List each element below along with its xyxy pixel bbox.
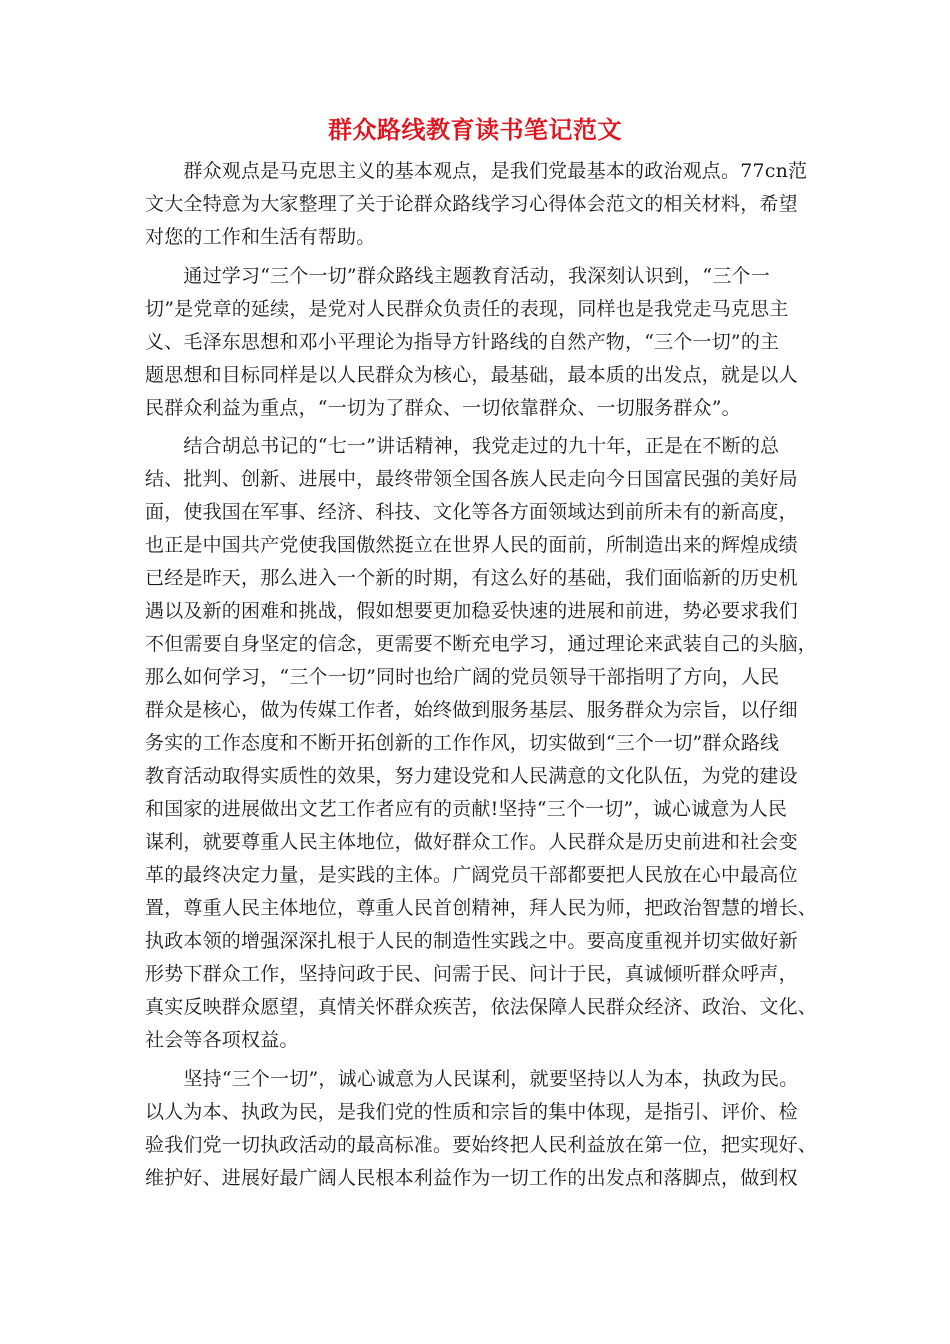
document-title: 群众路线教育读书笔记范文 (328, 116, 622, 144)
text-line: 文大全特意为大家整理了关于论群众路线学习心得体会范文的相关材料，希望 (145, 193, 798, 215)
text-line: 执政本领的增强深深扎根于人民的制造性实践之中。要高度重视并切实做好新 (145, 930, 798, 952)
text-line: 义、毛泽东思想和邓小平理论为指导方针路线的自然产物，“三个一切”的主 (145, 331, 780, 353)
text-line: 结合胡总书记的“七一”讲话精神，我党走过的九十年，正是在不断的总 (145, 435, 780, 457)
text-line: 社会等各项权益。 (145, 1029, 299, 1051)
text-line: 置，尊重人民主体地位，尊重人民首创精神，拜人民为师，把政治智慧的增长、 (145, 897, 818, 919)
text-line: 验我们党一切执政活动的最高标准。要始终把人民利益放在第一位，把实现好、 (145, 1134, 818, 1156)
text-line: 切”是党章的延续，是党对人民群众负责任的表现，同样也是我党走马克思主 (145, 298, 789, 320)
text-line: 坚持“三个一切”，诚心诚意为人民谋利，就要坚持以人为本，执政为民。 (145, 1068, 799, 1090)
text-line: 也正是中国共产党使我国傲然挺立在世界人民的面前，所制造出来的辉煌成绩 (145, 534, 798, 556)
text-line: 革的最终决定力量，是实践的主体。广阔党员干部都要把人民放在心中最高位 (145, 864, 798, 886)
text-line: 对您的工作和生活有帮助。 (145, 226, 376, 248)
text-line: 和国家的进展做出文艺工作者应有的贡献!坚持“三个一切”，诚心诚意为人民 (145, 798, 788, 820)
text-line: 维护好、进展好最广阔人民根本利益作为一切工作的出发点和落脚点，做到权 (145, 1167, 798, 1189)
text-line: 结、批判、创新、进展中，最终带领全国各族人民走向今日国富民强的美好局 (145, 468, 798, 490)
text-line: 题思想和目标同样是以人民群众为核心，最基础，最本质的出发点，就是以人 (145, 364, 798, 386)
text-line: 群众观点是马克思主义的基本观点，是我们党最基本的政治观点。77cn范 (145, 160, 808, 182)
text-line: 教育活动取得实质性的效果，努力建设党和人民满意的文化队伍，为党的建设 (145, 765, 798, 787)
text-line: 真实反映群众愿望，真情关怀群众疾苦，依法保障人民群众经济、政治、文化、 (145, 996, 818, 1018)
text-line: 遇以及新的困难和挑战，假如想要更加稳妥快速的进展和前进，势必要求我们 (145, 600, 798, 622)
text-line: 务实的工作态度和不断开拓创新的工作作风，切实做到“三个一切”群众路线 (145, 732, 780, 754)
text-line: 已经是昨天，那么进入一个新的时期，有这么好的基础，我们面临新的历史机 (145, 567, 798, 589)
text-line: 民群众利益为重点，“一切为了群众、一切依靠群众、一切服务群众”。 (145, 397, 741, 419)
text-line: 面，使我国在军事、经济、科技、文化等各方面领域达到前所未有的新高度， (145, 501, 798, 523)
text-line: 形势下群众工作，坚持问政于民、问需于民、问计于民，真诚倾听群众呼声， (145, 963, 798, 985)
text-line: 以人为本、执政为民，是我们党的性质和宗旨的集中体现，是指引、评价、检 (145, 1101, 798, 1123)
text-line: 不但需要自身坚定的信念，更需要不断充电学习，通过理论来武装自己的头脑， (145, 633, 818, 655)
text-line: 那么如何学习，“三个一切”同时也给广阔的党员领导干部指明了方向，人民 (145, 666, 780, 688)
text-line: 群众是核心，做为传媒工作者，始终做到服务基层、服务群众为宗旨，以仔细 (145, 699, 798, 721)
text-line: 通过学习“三个一切”群众路线主题教育活动，我深刻认识到，“三个一 (145, 265, 770, 287)
text-line: 谋利，就要尊重人民主体地位，做好群众工作。人民群众是历史前进和社会变 (145, 831, 798, 853)
